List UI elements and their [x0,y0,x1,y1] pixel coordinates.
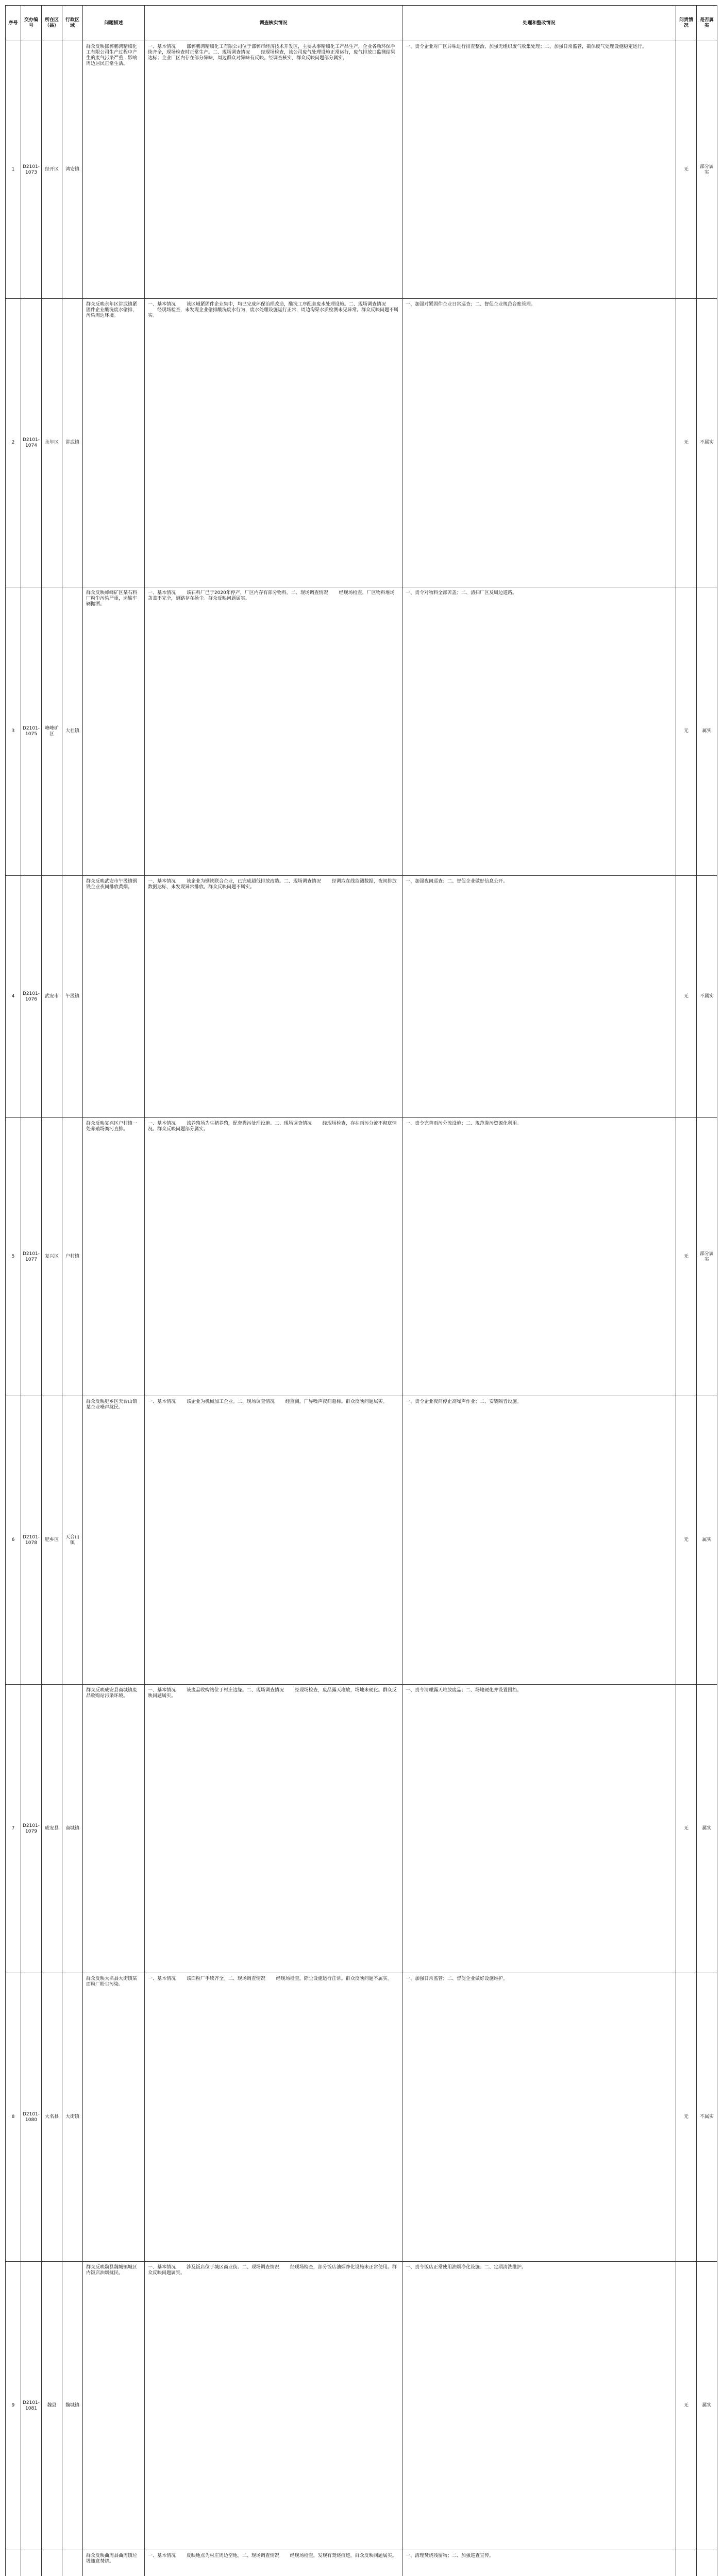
cell-text: 一、基本情况 该石料厂已于2020年停产，厂区内存有部分物料。二、现场调查情况 经现场检查，厂区物料堆场苫盖不完全，道路存在扬尘。群众反映问题属实。 [148,590,395,601]
cell-text: 属实 [702,2403,712,2408]
cell-accountability [676,876,697,1118]
cell-text: 属实 [702,1826,712,1831]
cell-text: 8 [11,2114,15,2120]
cell-handling [402,2550,676,2576]
cell-text: D2101-1076 [22,991,40,1002]
cell-text: 群众反映永年区讲武镇紧固件企业酸洗废水偷排，污染周边环境。 [86,302,138,318]
header-cell: 调查核实情况 [145,6,402,41]
cell-verified [697,2550,717,2576]
cell-text: 6 [11,1537,15,1543]
cell-text: D2101-1075 [22,725,40,737]
cell-code [21,1118,42,1396]
cell-text: 一、责令企业夜间停止高噪声作业；二、安装隔音设施。 [406,1399,522,1404]
cell-text: 一、责令对物料全部苫盖；二、清扫厂区及周边道路。 [406,590,517,596]
cell-text: D2101-1079 [22,1823,40,1834]
cell-index [6,1118,21,1396]
cell-handling [402,1685,676,1973]
cell-text: 一、基本情况 该企业为钢铁联合企业，已完成超低排放改造。二、现场调查情况 经调取在线监测数据，夜间排放数据达标，未发现异常排放。群众反映问题不属实。 [148,879,397,890]
cell-text: D2101-1081 [22,2400,40,2411]
cell-text: 5 [11,1254,15,1259]
cell-text: 一、加强日常监管；二、督促企业做好设施维护。 [406,1976,508,1981]
cell-text: 无 [683,2403,689,2408]
cell-summary [83,876,145,1118]
cell-investigation [145,876,402,1118]
cell-investigation [145,299,402,587]
cell-text: 群众反映肥乡区天台山镇某企业噪声扰民。 [86,1399,138,1410]
cell-text: 鸿安镇 [65,167,79,172]
cell-text: 一、基本情况 邯郸鹏鸿精细化工有限公司位于邯郸市经济技术开发区，主要从事精细化工产品生产，企业各项环保手续齐全，现场检查时正常生产。二、现场调查情况 经现场检查，该公司废气处理设施正常运行，废气排放口监测结果达标；企业厂区内存在部分异味，周边群众对异味有反映。经调查核实，群众反映问题部分属实。 [148,44,395,61]
cell-text: 大社镇 [65,728,79,734]
table-row [6,587,717,876]
cell-summary [83,41,145,299]
cell-handling [402,876,676,1118]
cell-region [62,1396,83,1685]
cell-region [62,41,83,299]
cell-index [6,41,21,299]
cell-text: 不属实 [699,440,714,445]
cell-code [21,1396,42,1685]
cell-code [21,1685,42,1973]
cell-text: 一、清理焚烧残留物；二、加强巡查宣传。 [406,2553,494,2558]
cell-text: 群众反映武安市午汲镇钢铁企业夜间排放黄烟。 [86,879,138,890]
cell-index [6,2550,21,2576]
cell-handling [402,299,676,587]
cell-text: 属实 [702,728,712,734]
cell-text: D2101-1074 [22,437,40,448]
table-row [6,2550,717,2576]
cell-verified [697,1396,717,1685]
cell-text: 无 [683,1254,689,1259]
table-row [6,1118,717,1396]
cell-region [62,299,83,587]
cell-text: 群众反映复兴区户村镇一处养殖场粪污直排。 [86,1121,138,1132]
cell-text: 讲武镇 [65,440,79,445]
cell-verified [697,1685,717,1973]
cell-verified [697,299,717,587]
cell-text: 一、基本情况 涉及饭店位于城区商业街。二、现场调查情况 经现场检查，部分饭店油烟净化设施未正常使用。群众反映问题属实。 [148,2265,397,2276]
cell-accountability [676,1973,697,2262]
cell-text: 经开区 [44,167,59,172]
cell-summary [83,2550,145,2576]
cell-text: 群众反映魏县魏城镇城区内饭店油烟扰民。 [86,2265,138,2276]
cell-investigation [145,2262,402,2550]
cell-text: D2101-1078 [22,1534,40,1546]
cell-verified [697,1973,717,2262]
cell-verified [697,876,717,1118]
cell-region [62,2550,83,2576]
cell-text: 无 [683,994,689,999]
cell-handling [402,1396,676,1685]
table-row [6,1685,717,1973]
cell-text: 肥乡区 [44,1537,59,1543]
cell-text: 无 [683,167,689,172]
cell-text: 户村镇 [65,1254,79,1259]
cell-text: 复兴区 [44,1254,59,1259]
cell-investigation [145,1396,402,1685]
cell-text: 永年区 [44,440,59,445]
cell-district [42,2262,62,2550]
cell-code [21,2262,42,2550]
cell-text: 一、责令完善雨污分流设施；二、规范粪污资源化利用。 [406,1121,522,1126]
cell-index [6,587,21,876]
cell-accountability [676,587,697,876]
petition-table [5,5,717,2576]
cell-text: D2101-1077 [22,1251,40,1262]
cell-summary [83,1118,145,1396]
cell-text: 一、基本情况 该区域紧固件企业集中，均已完成环保治理改造，酸洗工序配套废水处理设施。二、现场调查情况 经现场检查，未发现企业偷排酸洗废水行为，废水处理设施运行正常，周边沟渠水质检测未见异常。群众反映问题不属实。 [148,302,399,318]
cell-handling [402,1973,676,2262]
cell-index [6,1685,21,1973]
cell-verified [697,1118,717,1396]
cell-text: 成安县 [44,1826,59,1831]
cell-text: 1 [11,167,15,172]
cell-index [6,1396,21,1685]
cell-verified [697,587,717,876]
cell-index [6,2262,21,2550]
header-cell: 所在区（县） [42,6,62,41]
cell-text: 一、基本情况 该废品收购站位于村庄边缘。二、现场调查情况 经现场检查，废品露天堆放，场地未硬化。群众反映问题属实。 [148,1688,397,1699]
cell-investigation [145,2550,402,2576]
cell-code [21,41,42,299]
cell-text: 一、责令企业对厂区异味进行排查整治，加强无组织废气收集处理；二、加强日常监管，确保废气处理设施稳定运行。 [406,44,647,49]
cell-accountability [676,1685,697,1973]
cell-district [42,1118,62,1396]
cell-text: 属实 [702,1537,712,1543]
table-row [6,2262,717,2550]
cell-accountability [676,299,697,587]
cell-text: 3 [11,728,15,734]
table-row [6,1396,717,1685]
cell-text: 一、责令清理露天堆放废品；二、场地硬化并设置围挡。 [406,1688,522,1693]
cell-text: 部分属实 [699,164,714,175]
cell-text: 2 [11,440,15,445]
cell-region [62,1973,83,2262]
cell-text: 武安市 [44,994,59,999]
cell-investigation [145,1973,402,2262]
cell-text: 群众反映成安县商城镇废品收购站污染环境。 [86,1688,138,1699]
header-cell: 是否属实 [697,6,717,41]
cell-text: 魏城镇 [65,2403,79,2408]
cell-text: 4 [11,994,15,999]
cell-text: 群众反映曲周县曲周镇垃圾随意焚烧。 [86,2553,138,2564]
cell-text: 大名县 [44,2114,59,2120]
cell-text: D2101-1073 [22,164,40,175]
cell-region [62,1685,83,1973]
cell-handling [402,1118,676,1396]
table-row [6,299,717,587]
cell-region [62,587,83,876]
cell-handling [402,2262,676,2550]
cell-text: 9 [11,2403,15,2408]
cell-text: 无 [683,1537,689,1543]
table-row [6,1973,717,2262]
table-row [6,876,717,1118]
cell-verified [697,41,717,299]
cell-text: 群众反映邯郸鹏鸿精细化工有限公司生产过程中产生的废气污染严重，影响周边居民正常生活。 [86,44,138,66]
cell-summary [83,2262,145,2550]
cell-region [62,2262,83,2550]
header-cell: 交办编号 [21,6,42,41]
cell-text: 一、基本情况 该企业为机械加工企业。二、现场调查情况 经监测，厂界噪声夜间超标。群众反映问题属实。 [148,1399,388,1404]
cell-text: 大街镇 [65,2114,79,2120]
cell-text: 一、加强对紧固件企业日常巡查；二、督促企业规范台账管理。 [406,302,536,307]
cell-text: 一、基本情况 该面粉厂手续齐全。二、现场调查情况 经现场检查，除尘设施运行正常。群众反映问题不属实。 [148,1976,392,1981]
cell-accountability [676,1396,697,1685]
table-row [6,41,717,299]
cell-district [42,299,62,587]
cell-text: 群众反映大名县大街镇某面粉厂粉尘污染。 [86,1976,138,1987]
cell-summary [83,299,145,587]
header-cell: 问题描述 [83,6,145,41]
cell-accountability [676,2550,697,2576]
cell-text: 天台山镇 [65,1534,79,1546]
cell-district [42,41,62,299]
cell-text: 一、基本情况 反映地点为村庄周边空地。二、现场调查情况 经现场检查，发现有焚烧痕迹。群众反映问题属实。 [148,2553,397,2558]
cell-summary [83,1396,145,1685]
cell-verified [697,2262,717,2550]
cell-text: 无 [683,1826,689,1831]
cell-text: 商城镇 [65,1826,79,1831]
cell-text: 一、责令饭店正常使用油烟净化设施；二、定期清洗维护。 [406,2265,527,2270]
cell-text: 无 [683,728,689,734]
cell-code [21,2550,42,2576]
cell-text: 群众反映峰峰矿区某石料厂粉尘污染严重，运输车辆抛洒。 [86,590,138,607]
header-cell: 序号 [6,6,21,41]
cell-summary [83,1973,145,2262]
cell-text: 无 [683,2114,689,2120]
cell-text: 7 [11,1826,15,1831]
cell-code [21,299,42,587]
cell-district [42,587,62,876]
cell-accountability [676,1118,697,1396]
cell-investigation [145,41,402,299]
cell-text: 部分属实 [699,1251,714,1262]
cell-code [21,1973,42,2262]
cell-district [42,876,62,1118]
cell-text: 魏县 [47,2403,57,2408]
table-header-row [6,6,717,41]
cell-district [42,2550,62,2576]
cell-district [42,1973,62,2262]
header-cell: 问责情况 [676,6,697,41]
cell-text: D2101-1080 [22,2111,40,2123]
cell-text: 不属实 [699,994,714,999]
cell-region [62,1118,83,1396]
cell-text: 不属实 [699,2114,714,2120]
cell-investigation [145,1685,402,1973]
cell-region [62,876,83,1118]
cell-code [21,587,42,876]
cell-index [6,299,21,587]
cell-accountability [676,41,697,299]
cell-handling [402,587,676,876]
cell-text: 无 [683,440,689,445]
cell-district [42,1396,62,1685]
cell-summary [83,587,145,876]
cell-text: 峰峰矿区 [44,725,59,737]
cell-index [6,876,21,1118]
header-cell: 处理和整改情况 [402,6,676,41]
header-cell: 行政区域 [62,6,83,41]
cell-district [42,1685,62,1973]
cell-summary [83,1685,145,1973]
cell-investigation [145,587,402,876]
cell-text: 午汲镇 [65,994,79,999]
cell-investigation [145,1118,402,1396]
cell-accountability [676,2262,697,2550]
cell-index [6,1973,21,2262]
cell-code [21,876,42,1118]
cell-text: 一、基本情况 该养殖场为生猪养殖，配套粪污处理设施。二、现场调查情况 经现场检查，存在雨污分流不彻底情况。群众反映问题部分属实。 [148,1121,397,1132]
document [5,5,717,2576]
cell-text: 一、加强夜间巡查；二、督促企业做好信息公开。 [406,879,508,884]
cell-handling [402,41,676,299]
